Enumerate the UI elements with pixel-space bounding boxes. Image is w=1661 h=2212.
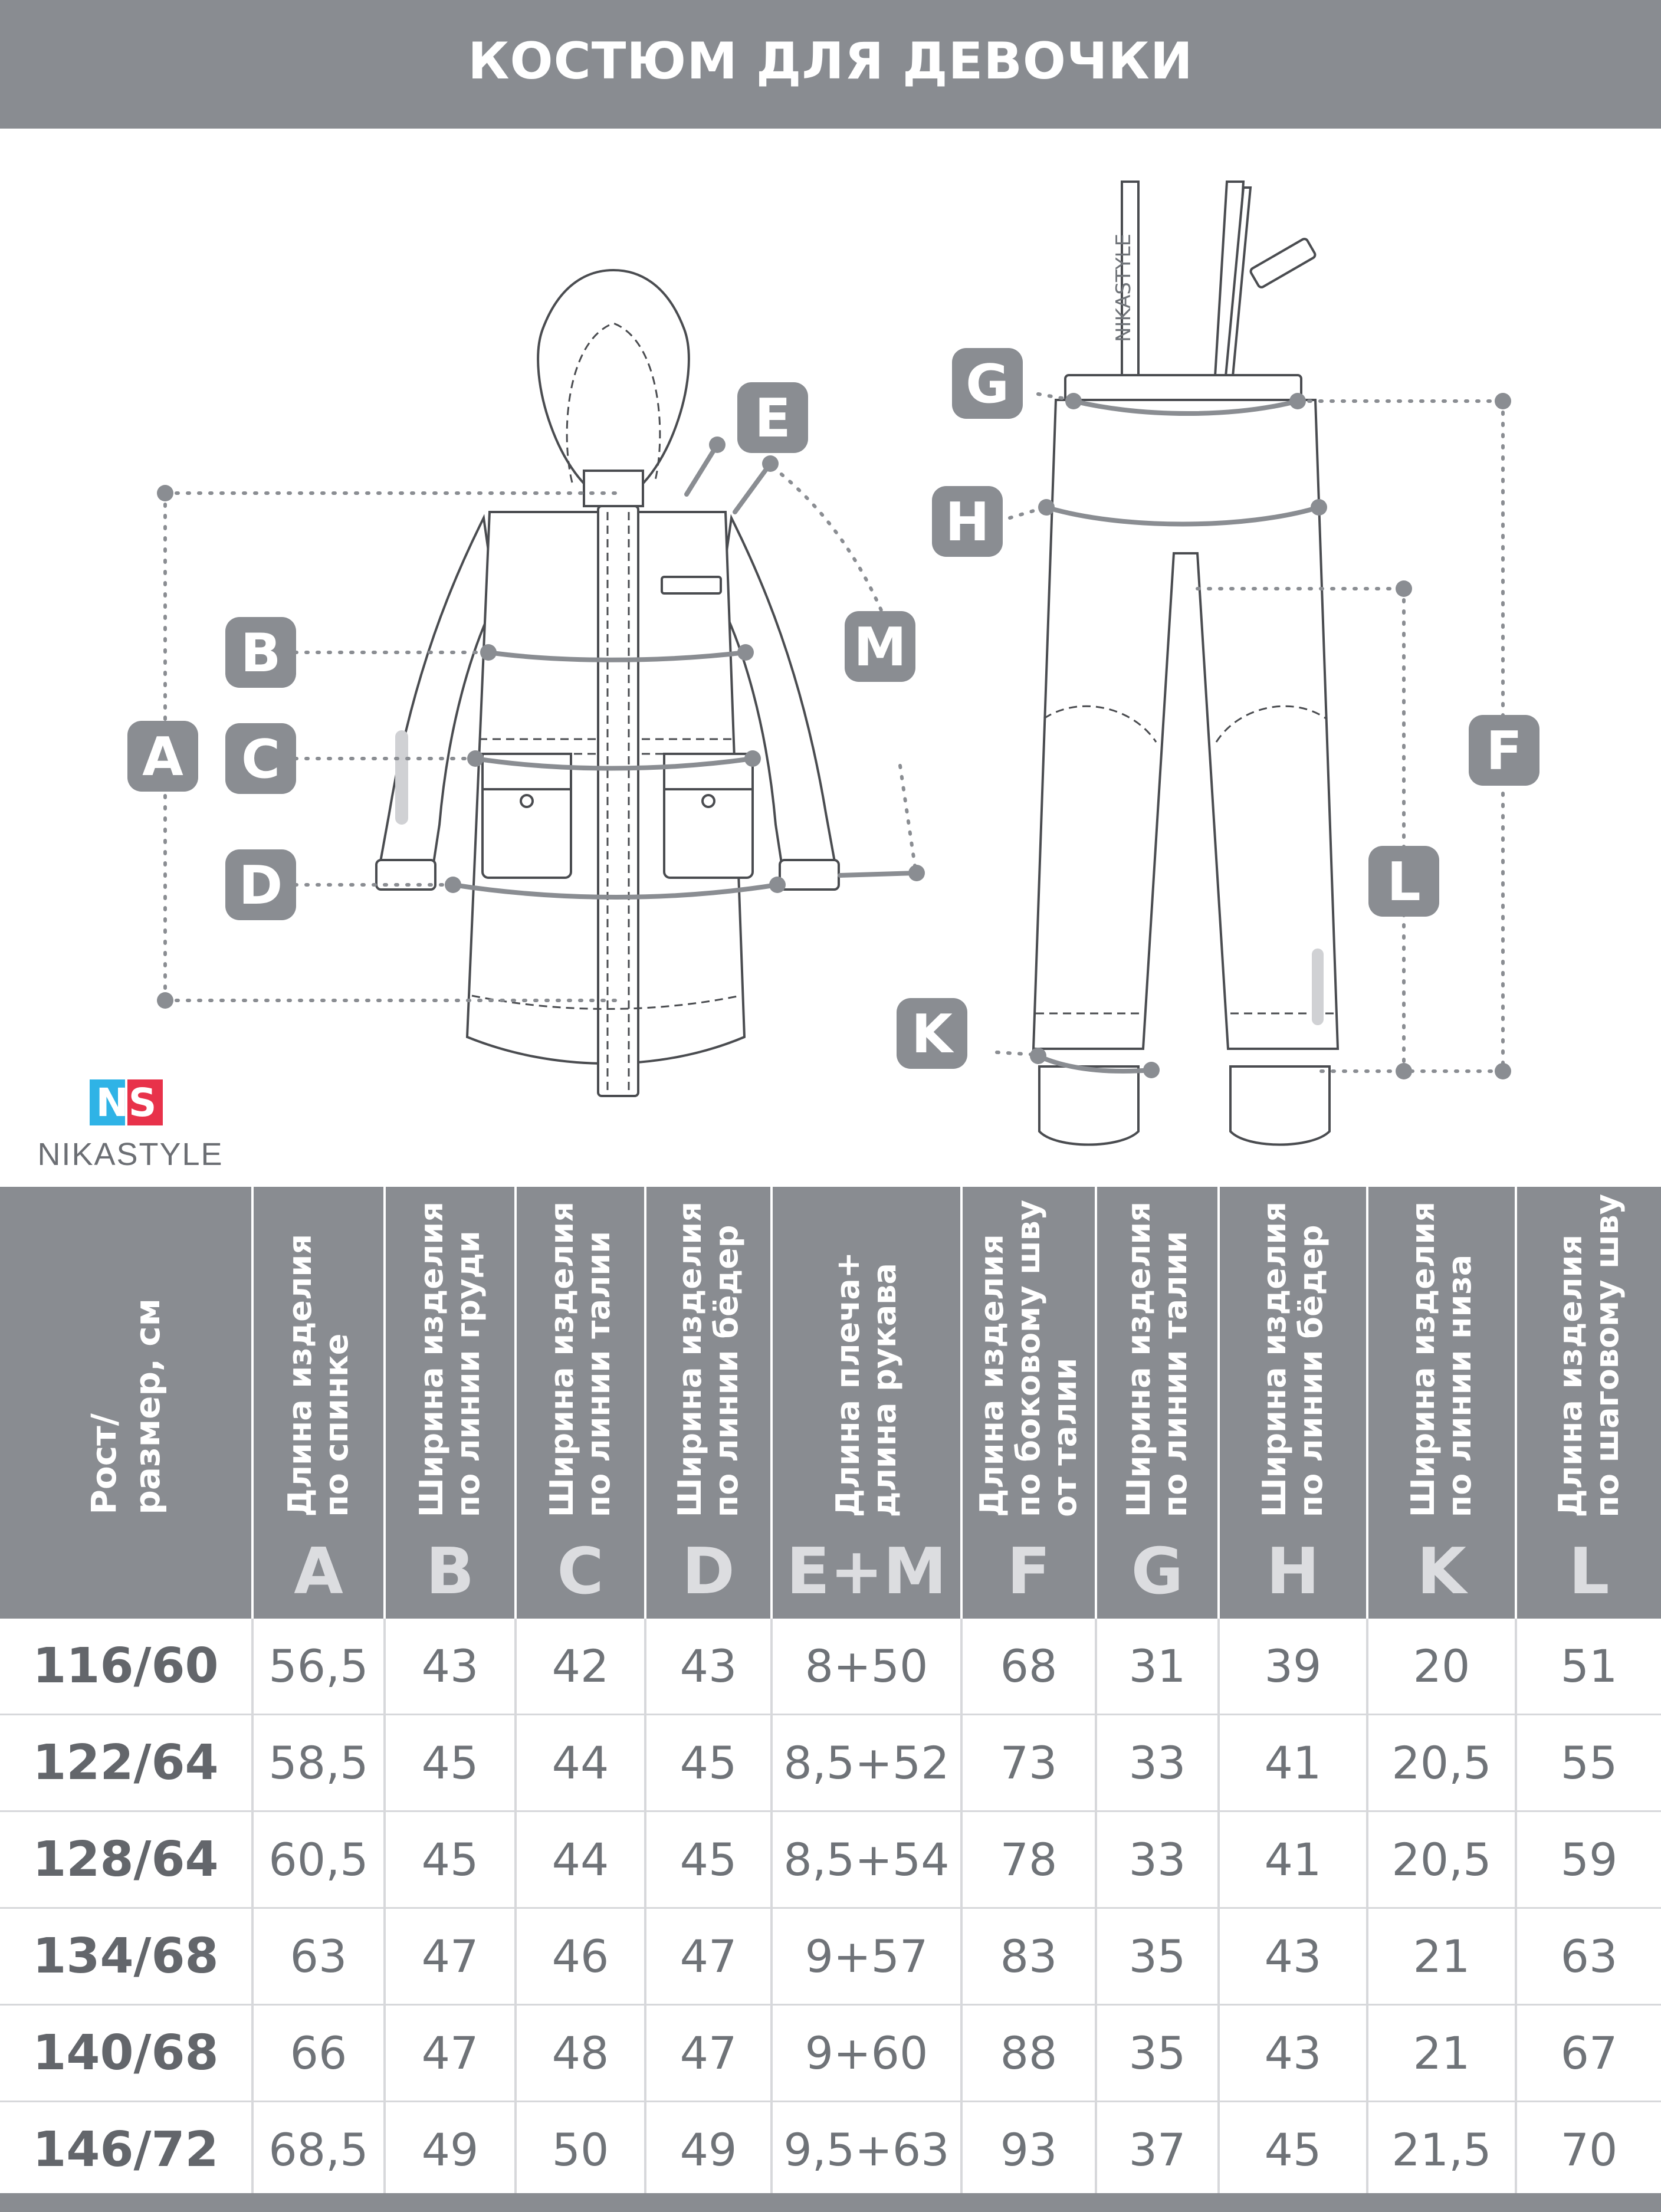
svg-text:B: B xyxy=(240,622,281,684)
svg-text:E: E xyxy=(754,388,791,449)
table-cell: 46 xyxy=(516,1908,645,2005)
brand-name: NIKASTYLE xyxy=(37,1137,224,1172)
svg-text:L: L xyxy=(1387,851,1421,913)
table-cell: 41 xyxy=(1219,1811,1367,1908)
marker-a xyxy=(127,721,198,792)
table-cell: 50 xyxy=(516,2102,645,2198)
table-cell: 49 xyxy=(645,2102,772,2198)
table-cell: 45 xyxy=(385,1715,516,1811)
table-cell: 55 xyxy=(1516,1715,1661,1811)
size-chart-table xyxy=(0,1187,1661,2197)
marker-h xyxy=(932,486,1003,557)
strap-text: NIKASTYLE xyxy=(1112,234,1135,342)
table-cell: 66 xyxy=(252,2005,385,2102)
table-cell: 45 xyxy=(1219,2102,1367,2198)
table-row xyxy=(0,2102,1661,2198)
table-cell: 73 xyxy=(961,1715,1096,1811)
svg-text:F: F xyxy=(1486,720,1522,782)
table-cell: 35 xyxy=(1096,1908,1219,2005)
size-cell: 128/64 xyxy=(0,1811,252,1908)
brand-logo xyxy=(33,1079,228,1180)
table-cell: 21 xyxy=(1367,1908,1516,2005)
marker-f xyxy=(1469,715,1539,786)
table-cell: 8,5+52 xyxy=(772,1715,961,1811)
table-cell: 59 xyxy=(1516,1811,1661,1908)
table-cell: 49 xyxy=(385,2102,516,2198)
table-cell: 45 xyxy=(385,1811,516,1908)
logo-mark-icon xyxy=(90,1079,163,1125)
column-header-f: Длина изделия по боковому шву от талии F xyxy=(961,1187,1096,1619)
size-cell: 140/68 xyxy=(0,2005,252,2102)
table-cell: 45 xyxy=(645,1811,772,1908)
table-row xyxy=(0,1908,1661,2005)
table-header-row xyxy=(0,1187,1661,1619)
table-cell: 33 xyxy=(1096,1715,1219,1811)
marker-e xyxy=(737,382,808,453)
svg-text:D: D xyxy=(238,855,283,917)
column-header-k: Ширина изделия по линии низа K xyxy=(1367,1187,1516,1619)
svg-text:H: H xyxy=(945,491,990,553)
table-cell: 20 xyxy=(1367,1619,1516,1715)
table-cell: 20,5 xyxy=(1367,1811,1516,1908)
table-cell: 63 xyxy=(1516,1908,1661,2005)
pants-drawing xyxy=(1033,182,1338,1145)
column-header-a: Длина изделия по спинке A xyxy=(252,1187,385,1619)
table-cell: 39 xyxy=(1219,1619,1367,1715)
table-cell: 35 xyxy=(1096,2005,1219,2102)
table-cell: 67 xyxy=(1516,2005,1661,2102)
table-cell: 42 xyxy=(516,1619,645,1715)
table-row xyxy=(0,1715,1661,1811)
table-cell: 45 xyxy=(645,1715,772,1811)
size-cell: 122/64 xyxy=(0,1715,252,1811)
table-cell: 68,5 xyxy=(252,2102,385,2198)
svg-text:K: K xyxy=(911,1003,953,1065)
size-cell: 134/68 xyxy=(0,1908,252,2005)
marker-k xyxy=(897,998,967,1069)
column-header-size: Рост/ размер, см xyxy=(0,1187,252,1619)
table-row xyxy=(0,2005,1661,2102)
logo-mark-text: NS xyxy=(96,1080,157,1125)
table-cell: 43 xyxy=(1219,1908,1367,2005)
table-cell: 44 xyxy=(516,1715,645,1811)
marker-c xyxy=(225,723,296,794)
column-header-b: Ширина изделия по линии груди B xyxy=(385,1187,516,1619)
table-cell: 70 xyxy=(1560,2124,1618,2176)
footer-bar xyxy=(0,2193,1661,2212)
table-cell: 88 xyxy=(961,2005,1096,2102)
svg-text:M: M xyxy=(854,616,907,678)
table-cell: 43 xyxy=(385,1619,516,1715)
column-header-h: Ширина изделия по линии бёдер H xyxy=(1219,1187,1367,1619)
column-header-d: Ширина изделия по линии бёдер D xyxy=(645,1187,772,1619)
table-cell: 9+57 xyxy=(772,1908,961,2005)
table-cell: 9+60 xyxy=(772,2005,961,2102)
table-row xyxy=(0,1811,1661,1908)
page-title: КОСТЮМ ДЛЯ ДЕВОЧКИ xyxy=(468,32,1193,91)
svg-text:G: G xyxy=(966,353,1009,415)
table-cell: 43 xyxy=(1219,2005,1367,2102)
size-cell: 146/72 xyxy=(0,2102,252,2198)
table-cell: 48 xyxy=(516,2005,645,2102)
table-cell: 51 xyxy=(1516,1619,1661,1715)
column-header-c: Ширина изделия по линии талии C xyxy=(516,1187,645,1619)
svg-text:A: A xyxy=(142,726,183,788)
size-cell: 116/60 xyxy=(0,1619,252,1715)
table-cell: 8,5+54 xyxy=(772,1811,961,1908)
table-cell: 47 xyxy=(645,1908,772,2005)
table-cell: 56,5 xyxy=(252,1619,385,1715)
table-cell: 33 xyxy=(1096,1811,1219,1908)
table-cell: 93 xyxy=(961,2102,1096,2198)
marker-d xyxy=(225,849,296,920)
table-cell: 21 xyxy=(1367,2005,1516,2102)
table-cell: 60,5 xyxy=(252,1811,385,1908)
table-cell: 37 xyxy=(1096,2102,1219,2198)
table-cell: 8+50 xyxy=(772,1619,961,1715)
column-header-em: Длина плеча+ длина рукава E+M xyxy=(772,1187,961,1619)
table-cell: 47 xyxy=(385,1908,516,2005)
marker-g xyxy=(952,348,1023,419)
svg-text:C: C xyxy=(241,728,281,790)
table-cell: 43 xyxy=(645,1619,772,1715)
table-cell: 63 xyxy=(252,1908,385,2005)
table-cell: 68 xyxy=(961,1619,1096,1715)
column-header-g: Ширина изделия по линии талии G xyxy=(1096,1187,1219,1619)
table-cell: 31 xyxy=(1096,1619,1219,1715)
garment-diagram xyxy=(0,129,1661,1186)
table-cell: 83 xyxy=(961,1908,1096,2005)
marker-m xyxy=(845,611,915,682)
table-cell: 21,5 xyxy=(1367,2102,1516,2198)
table-cell: 20,5 xyxy=(1367,1715,1516,1811)
table-cell: 58,5 xyxy=(252,1715,385,1811)
table-row xyxy=(0,1619,1661,1715)
header-banner xyxy=(0,0,1661,129)
table-cell: 41 xyxy=(1219,1715,1367,1811)
marker-b xyxy=(225,617,296,688)
table-cell: 44 xyxy=(516,1811,645,1908)
column-header-l: Длина изделия по шаговому шву L xyxy=(1516,1187,1661,1619)
table-cell: 47 xyxy=(385,2005,516,2102)
marker-l xyxy=(1368,846,1439,917)
table-cell: 78 xyxy=(961,1811,1096,1908)
table-cell: 9,5+63 xyxy=(772,2102,961,2198)
table-cell: 47 xyxy=(645,2005,772,2102)
